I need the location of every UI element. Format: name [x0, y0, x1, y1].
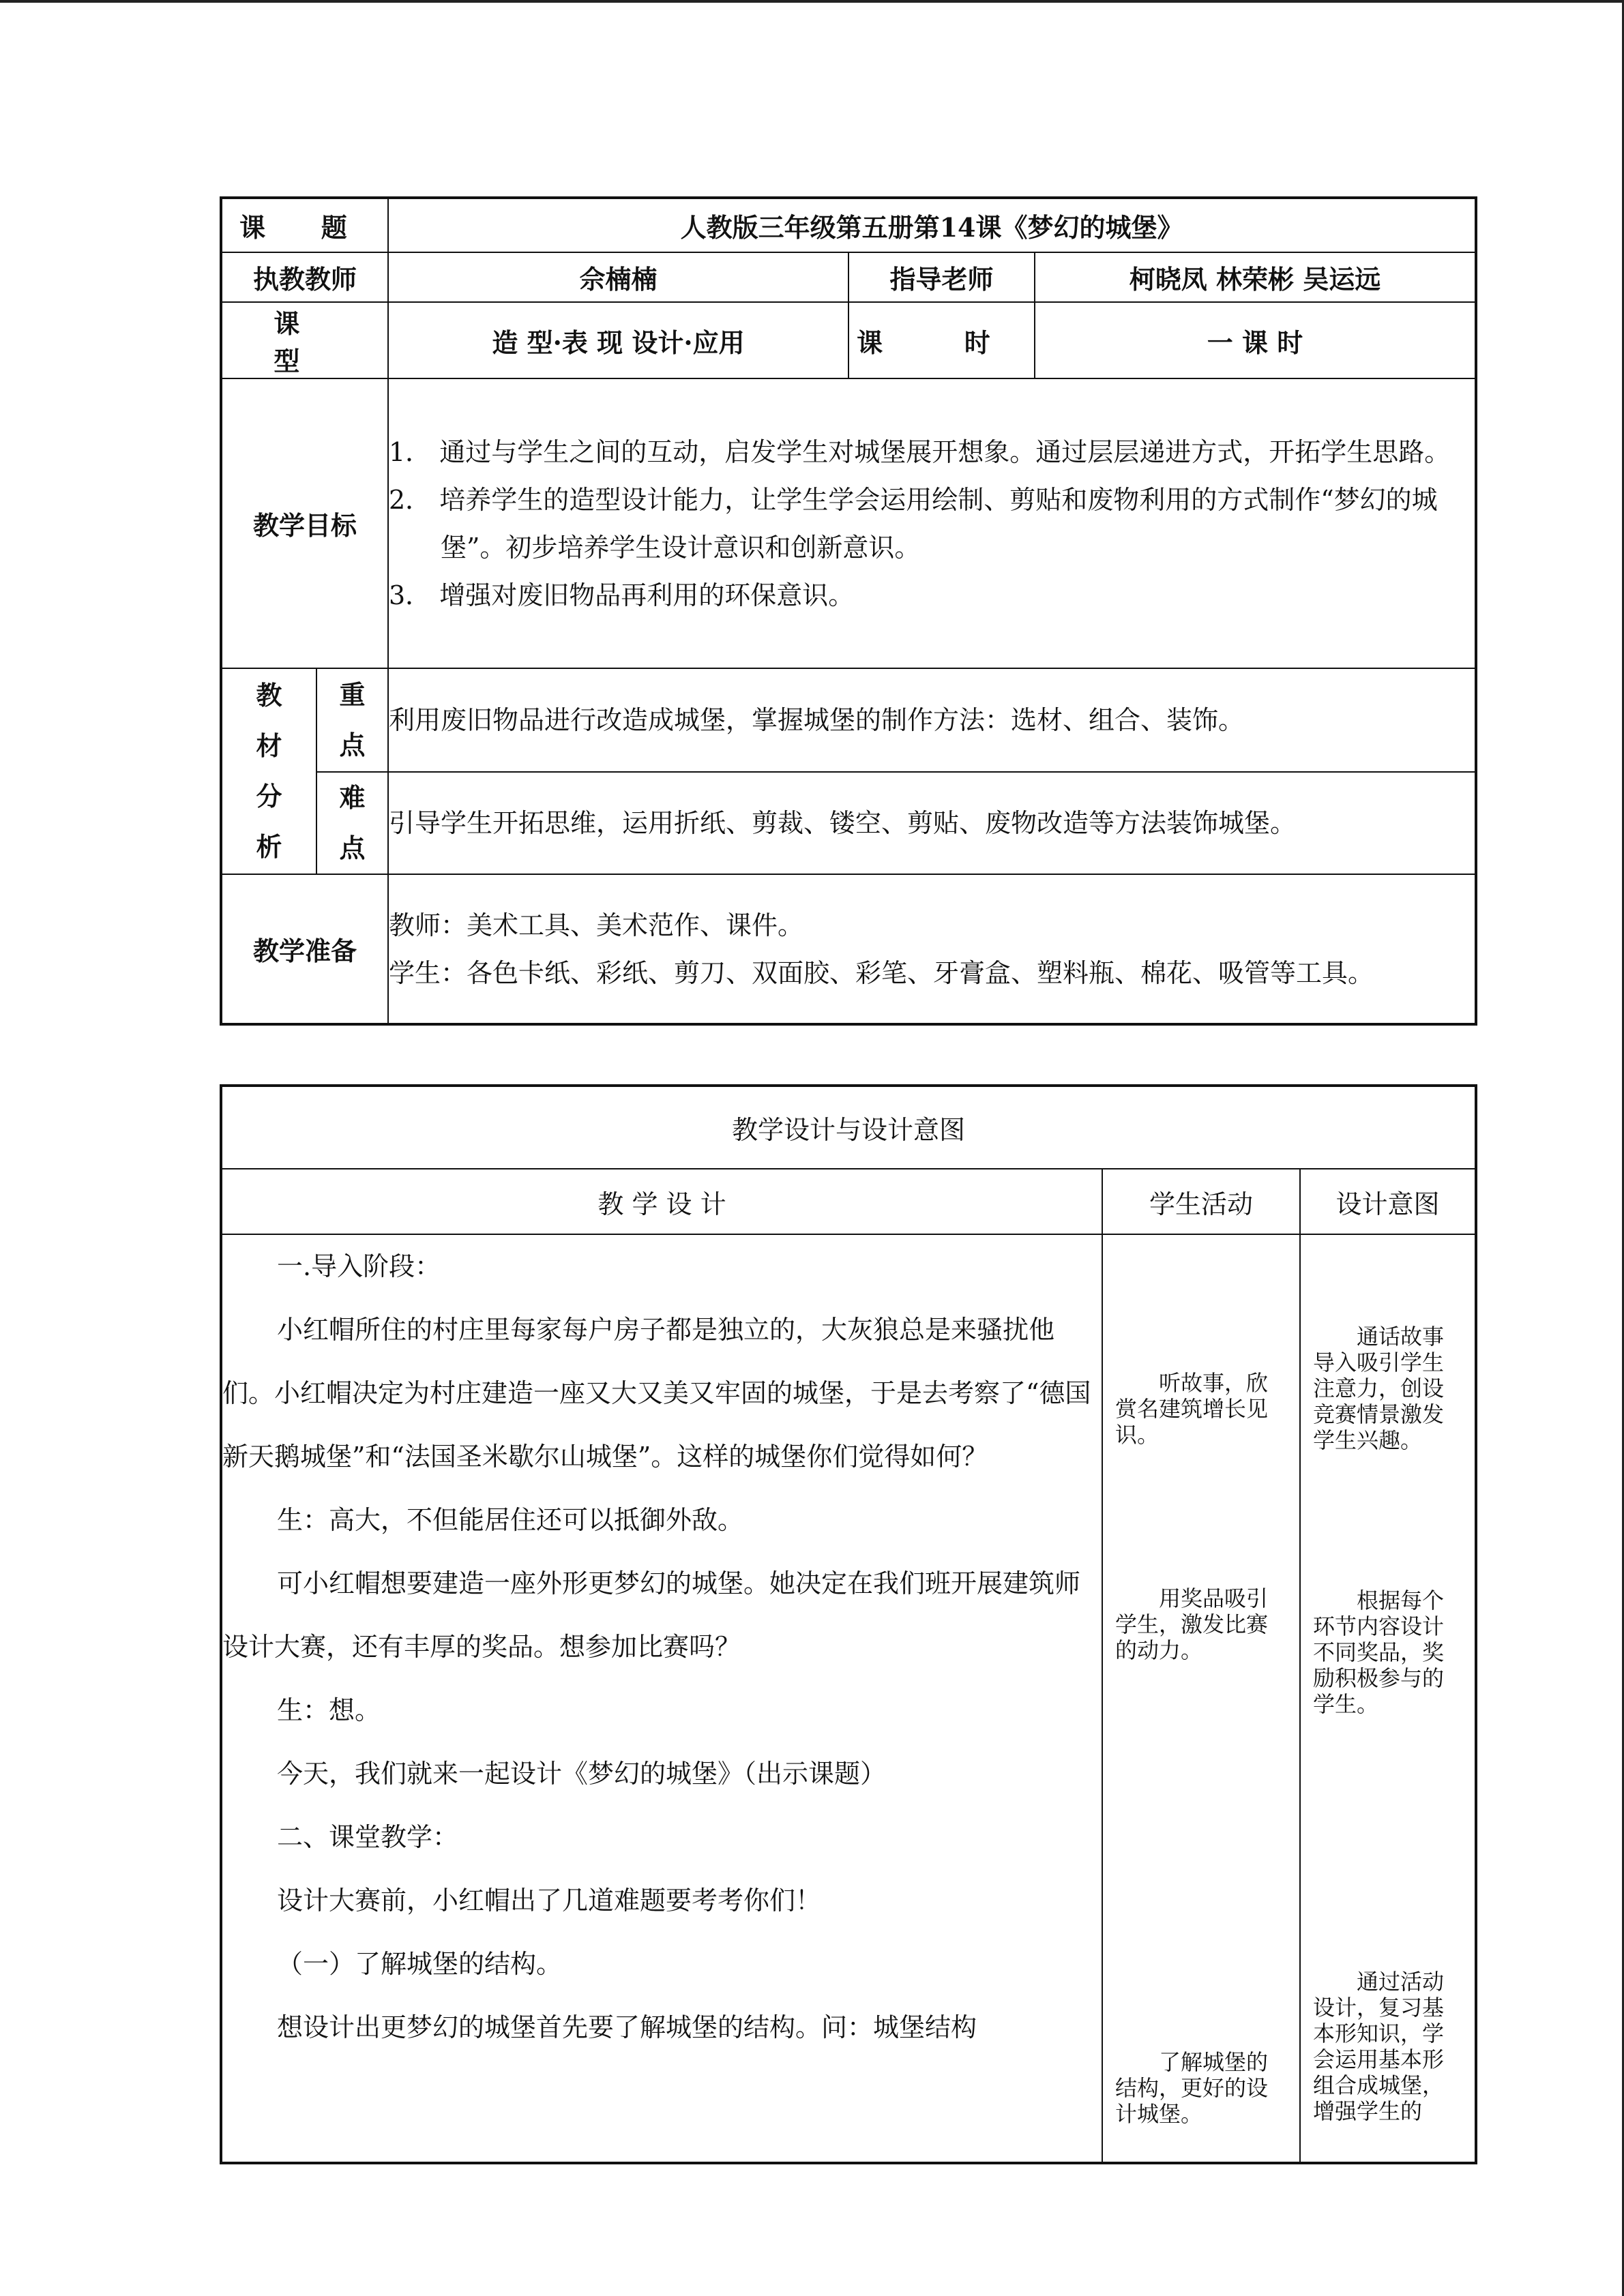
analysis-label	[221, 668, 316, 874]
key-label-char: 点	[339, 730, 366, 760]
design-paragraph: 二、课堂教学：	[277, 1822, 459, 1852]
analysis-label-char: 教	[256, 680, 282, 711]
difficulty-text: 引导学生开拓思维，运用折纸、剪裁、镂空、剪贴、废物改造等方法装饰城堡。	[388, 772, 1476, 874]
analysis-label-char: 材	[256, 730, 282, 761]
goal-item-1: 1． 通过与学生之间的互动，启发学生对城堡展开想象。通过层层递进方式，开拓学生思路。	[389, 436, 1451, 467]
teaching-design-table	[220, 1084, 1477, 2164]
goal-item-2: 2． 培养学生的造型设计能力，让学生学会运用绘制、剪贴和废物利用的方式制作“梦幻的城堡”。初步培养学生设计意识和创新意识。	[389, 484, 1438, 563]
goals-label: 教学目标	[221, 378, 388, 668]
design-paragraph: 一.导入阶段：	[277, 1251, 441, 1281]
teacher-label: 执教教师	[221, 252, 388, 302]
analysis-label-char: 分	[256, 781, 282, 811]
topic-label: 课 题	[221, 198, 388, 252]
page-top-border	[0, 0, 1624, 3]
activity-note: 了解城堡的结构，更好的设计城堡。	[1115, 2049, 1269, 2127]
section-title: 教学设计与设计意图	[221, 1086, 1476, 1169]
type-label: 课 型	[221, 302, 388, 378]
analysis-label-char: 析	[256, 831, 282, 862]
topic-value: 人教版三年级第五册第14课《梦幻的城堡》	[388, 198, 1476, 252]
column-activity-header: 学生活动	[1102, 1169, 1300, 1234]
teacher-name: 佘楠楠	[388, 252, 848, 302]
difficulty-label	[316, 772, 388, 874]
column-design-header: 教 学 设 计	[221, 1169, 1102, 1234]
intent-note: 通话故事导入吸引学生注意力，创设竞赛情景激发学生兴趣。	[1313, 1324, 1445, 1453]
design-paragraph: 今天，我们就来一起设计《梦幻的城堡》（出示课题）	[277, 1759, 887, 1789]
type-value: 造 型·表 现 设计·应用	[388, 302, 848, 378]
design-paragraph: 设计大赛前，小红帽出了几道难题要考考你们！	[277, 1885, 822, 1915]
diff-label-char: 点	[339, 833, 366, 863]
key-label-char: 重	[339, 679, 366, 710]
design-paragraph: 生：高大，不但能居住还可以抵御外敌。	[277, 1505, 744, 1535]
key-point-label	[316, 668, 388, 772]
prep-teacher-line: 教师：美术工具、美术范作、课件。	[389, 910, 804, 940]
student-activity-column	[1102, 1234, 1300, 2163]
mentor-label: 指导老师	[848, 252, 1035, 302]
design-intent-column	[1300, 1234, 1476, 2163]
design-paragraph: 可小红帽想要建造一座外形更梦幻的城堡。她决定在我们班开展建筑师设计大赛，还有丰厚的奖品。想参加比赛吗？	[222, 1568, 1081, 1662]
design-paragraph: （一）了解城堡的结构。	[277, 1949, 563, 1979]
intent-note: 通过活动设计，复习基本形知识，学会运用基本形组合成城堡，增强学生的	[1313, 1969, 1445, 2124]
activity-note: 用奖品吸引学生，激发比赛的动力。	[1115, 1585, 1269, 1663]
design-paragraph: 想设计出更梦幻的城堡首先要了解城堡的结构。问：城堡结构	[277, 2012, 977, 2042]
activity-note: 听故事，欣赏名建筑增长见识。	[1115, 1370, 1269, 1448]
goals-list	[388, 378, 1476, 668]
design-content	[221, 1234, 1102, 2163]
column-intent-header: 设计意图	[1300, 1169, 1476, 1234]
prep-student-line: 学生：各色卡纸、彩纸、剪刀、双面胶、彩笔、牙膏盒、塑料瓶、棉花、吸管等工具。	[389, 957, 1374, 988]
mentor-names: 柯晓凤 林荣彬 吴运远	[1035, 252, 1476, 302]
key-point-text: 利用废旧物品进行改造成城堡，掌握城堡的制作方法：选材、组合、装饰。	[388, 668, 1476, 772]
hours-value: 一 课 时	[1035, 302, 1476, 378]
prep-label: 教学准备	[221, 874, 388, 1024]
diff-label-char: 难	[339, 782, 366, 813]
hours-label: 课 时	[848, 302, 1035, 378]
goal-item-3: 3． 增强对废旧物品再利用的环保意识。	[389, 580, 855, 610]
intent-note: 根据每个环节内容设计不同奖品，奖励积极参与的学生。	[1313, 1587, 1445, 1717]
design-paragraph: 小红帽所住的村庄里每家每户房子都是独立的，大灰狼总是来骚扰他们。小红帽决定为村庄建造一座又大又美又牢固的城堡，于是去考察了“德国新天鹅城堡”和“法国圣米歇尔山城堡”。这样的城堡你们觉得如何？	[222, 1315, 1091, 1472]
prep-text	[388, 874, 1476, 1024]
design-paragraph: 生：想。	[277, 1695, 381, 1725]
lesson-info-table	[220, 196, 1477, 1026]
